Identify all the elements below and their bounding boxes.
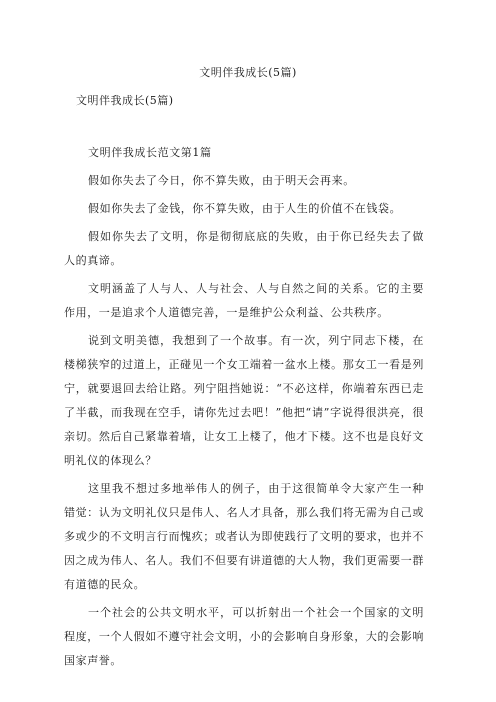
paragraph-6: 这里我不想过多地举伟人的例子，由于这很简单令大家产生一种错觉：认为文明礼仪只是伟人、名人才具备，那么我们将无需为自己或多或少的不文明言行而愧疚；或者认为即使践行了文明的要求，也并不因之成为伟人、名人。我们不但要有讲道德的大人物，我们更需要一群有道德的民众。 — [64, 482, 424, 591]
paragraph-5: 说到文明美德，我想到了一个故事。有一次，列宁同志下楼，在楼梯狭窄的过道上，正碰见一个女工端着一盆水上楼。那女工一看是列宁，就要退回去给让路。列宁阻挡她说：“不必这样，你端着东西已走了半截，而我现在空手，请你先过去吧！”他把“请”字说得很洪亮，很亲切。然后自己紧靠着墙，让女工上楼了，他才下楼。这不也是良好文明礼仪的体现么？ — [64, 334, 424, 467]
paragraph-3: 假如你失去了文明，你是彻彻底底的失败，由于你已经失去了做人的真谛。 — [64, 230, 424, 267]
paragraph-2: 假如你失去了金钱，你不算失败，由于人生的价值不在钱袋。 — [88, 202, 402, 215]
document-subtitle: 文明伴我成长(5篇) — [76, 94, 174, 107]
paragraph-1: 假如你失去了今日，你不算失败，由于明天会再来。 — [88, 174, 355, 187]
paragraph-7: 一个社会的公共文明水平，可以折射出一个社会一个国家的文明程度，一个人假如不遵守社会文明，小的会影响自身形象，大的会影响国家声誉。 — [64, 606, 424, 667]
document-title: 文明伴我成长(5篇) — [199, 66, 297, 79]
document-body — [64, 141, 424, 677]
section-heading: 文明伴我成长范文第1篇 — [88, 146, 212, 159]
paragraph-4: 文明涵盖了人与人、人与社会、人与自然之间的关系。它的主要作用，一是追求个人道德完善，一是维护公众利益、公共秩序。 — [64, 282, 424, 319]
